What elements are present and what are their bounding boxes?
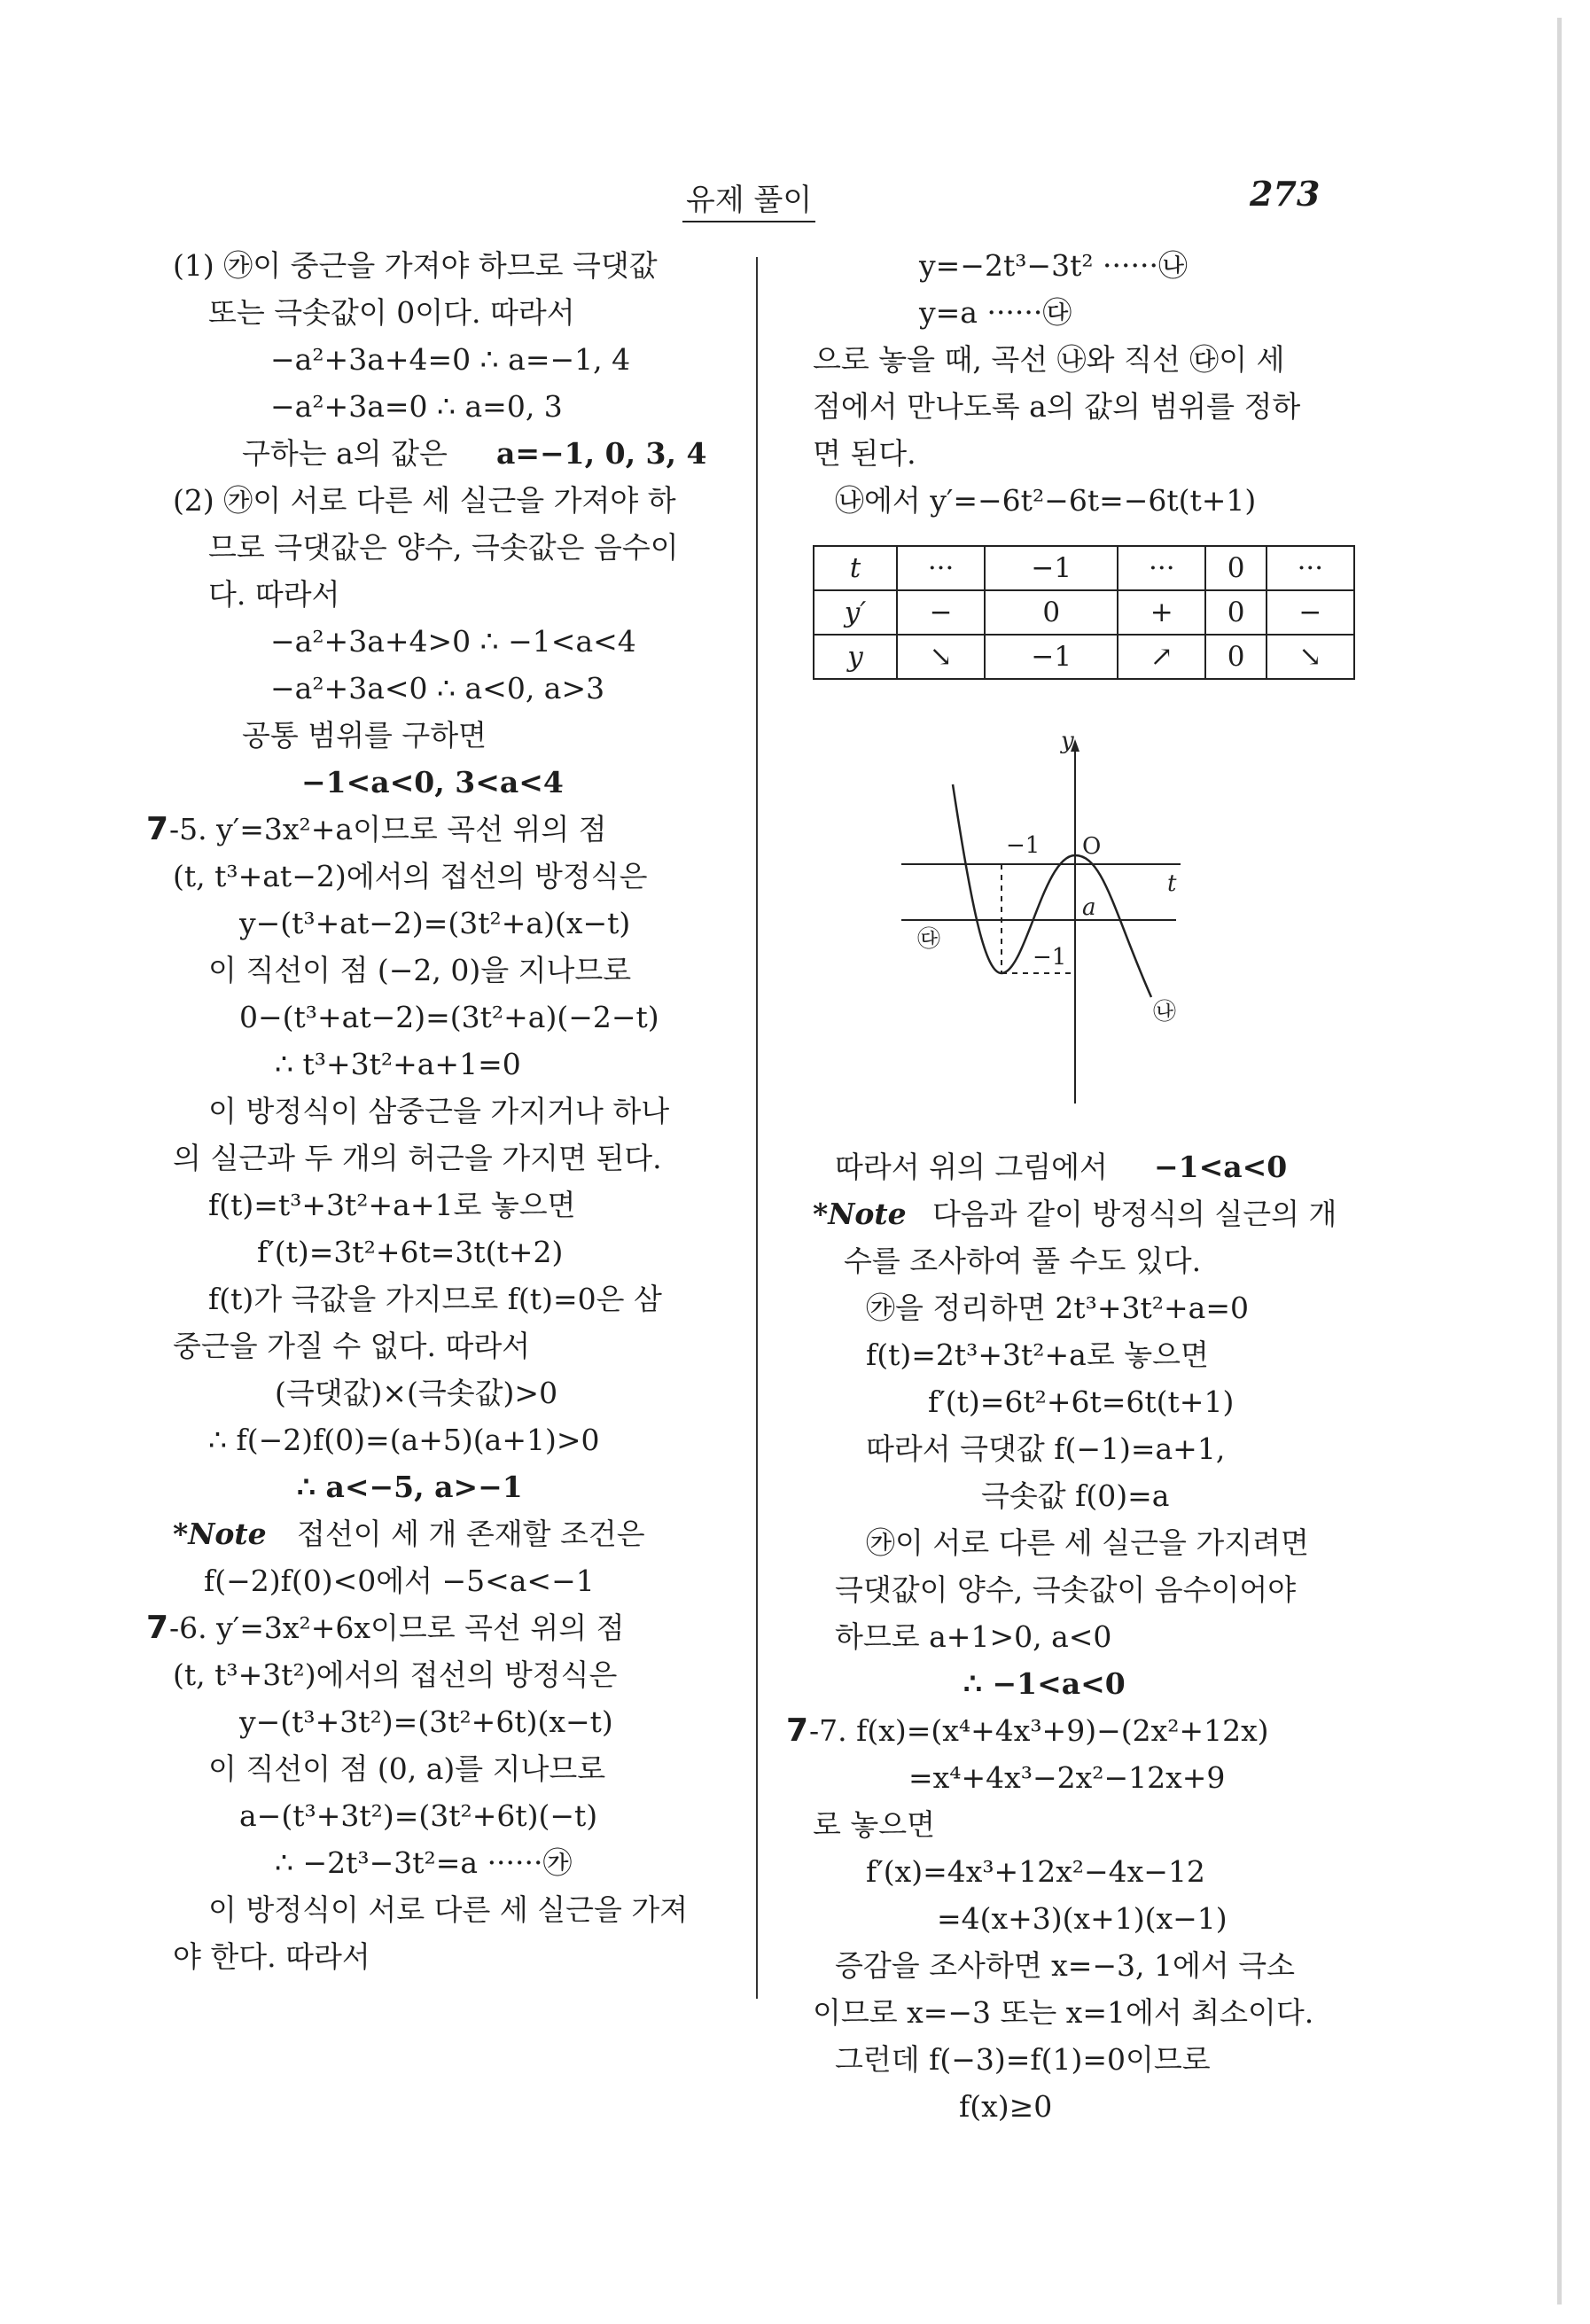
table-cell: ··· [897, 546, 985, 590]
table-cell: 0 [985, 590, 1118, 635]
text-line: 또는 극솟값이 0이다. 따라서 [208, 295, 575, 330]
table-cell: 0 [1205, 635, 1266, 679]
equation: ㉯에서 y′=−6t²−6t=−6t(t+1) [835, 483, 1257, 518]
text-line: 수를 조사하여 풀 수도 있다. [844, 1244, 1202, 1278]
page-header-title: 유제 풀이 [682, 175, 815, 222]
equation: −a²+3a+4>0 ∴ −1<a<4 [270, 624, 636, 659]
answer: ∴ −1<a<0 [963, 1666, 1126, 1701]
column-divider [756, 257, 758, 1999]
text-line: 그런데 f(−3)=f(1)=0이므로 [835, 2042, 1211, 2077]
text-line: -5. y′=3x²+a이므로 곡선 위의 점 [169, 812, 607, 846]
equation: (극댓값)×(극솟값)>0 [275, 1376, 558, 1410]
text-line: (t, t³+at−2)에서의 접선의 방정식은 [173, 859, 648, 893]
text-line: 야 한다. 따라서 [173, 1939, 370, 1974]
text-line: 공통 범위를 구하면 [242, 718, 487, 753]
table-row [814, 546, 1354, 590]
equation: -7. f(x)=(x⁴+4x³+9)−(2x²+12x) [809, 1713, 1269, 1748]
table-cell: ··· [1267, 546, 1354, 590]
text-line: (t, t³+3t²)에서의 접선의 방정식은 [173, 1657, 618, 1692]
equation: f(x)≥0 [959, 2089, 1053, 2124]
table-cell: ··· [1118, 546, 1205, 590]
note-label: *Note [813, 1197, 907, 1231]
text-line: 의 실근과 두 개의 허근을 가지면 된다. [173, 1141, 662, 1175]
text-line: 중근을 가질 수 없다. 따라서 [173, 1329, 531, 1363]
table-cell: 0 [1205, 590, 1266, 635]
equation: y=−2t³−3t² ······㉯ [919, 248, 1188, 283]
equation: ∴ t³+3t²+a+1=0 [275, 1047, 521, 1081]
text-line: 점에서 만나도록 a의 값의 범위를 정하 [813, 389, 1301, 424]
equation: a−(t³+3t²)=(3t²+6t)(−t) [239, 1798, 598, 1833]
text-line: -6. y′=3x²+6x이므로 곡선 위의 점 [169, 1610, 625, 1645]
line-marker-label: ㉰ [917, 926, 941, 953]
equation: =4(x+3)(x+1)(x−1) [937, 1901, 1228, 1936]
table-cell: y′ [814, 590, 897, 635]
equation: ㉮을 정리하면 2t³+3t²+a=0 [866, 1291, 1249, 1325]
text-line: 하므로 a+1>0, a<0 [835, 1619, 1112, 1654]
table-cell: − [897, 590, 985, 635]
page-edge [1557, 18, 1562, 2305]
equation: f(t)=2t³+3t²+a로 놓으면 [866, 1337, 1209, 1372]
table-cell: + [1118, 590, 1205, 635]
function-graph [901, 736, 1256, 1108]
text-line: 따라서 위의 그림에서 [835, 1150, 1108, 1184]
text-line: ㉮이 서로 다른 세 실근을 가지려면 [866, 1525, 1309, 1560]
table-cell: 0 [1205, 546, 1266, 590]
table-cell: ↘ [1267, 635, 1354, 679]
text-line: 이므로 x=−3 또는 x=1에서 최소이다. [813, 1995, 1314, 2030]
table-row [814, 590, 1354, 635]
equation: f′(t)=6t²+6t=6t(t+1) [928, 1384, 1235, 1419]
section-number: 7 [786, 1712, 809, 1749]
increase-decrease-table [813, 545, 1355, 680]
text-line: 이 방정식이 삼중근을 가지거나 하나 [208, 1094, 670, 1128]
text-line: 면 된다. [813, 436, 916, 471]
text-line: 로 놓으면 [813, 1807, 936, 1842]
equation: y=a ······㉰ [919, 295, 1072, 330]
answer: ∴ a<−5, a>−1 [297, 1470, 523, 1504]
text-line: f(t)=t³+3t²+a+1로 놓으면 [208, 1188, 576, 1222]
table-cell: −1 [985, 546, 1118, 590]
equation: 0−(t³+at−2)=(3t²+a)(−2−t) [239, 1000, 659, 1034]
text-line: f(t)가 극값을 가지므로 f(t)=0은 삼 [208, 1282, 662, 1316]
page-number: 273 [1250, 174, 1321, 214]
text-line: 증감을 조사하면 x=−3, 1에서 극소 [835, 1948, 1296, 1983]
t-axis-label: t [1167, 870, 1177, 897]
origin-label: O [1082, 833, 1102, 860]
label-minus-1-y: −1 [1033, 944, 1067, 971]
text-line: 이 직선이 점 (−2, 0)을 지나므로 [208, 953, 632, 987]
equation: f′(x)=4x³+12x²−4x−12 [866, 1854, 1205, 1889]
table-cell: −1 [985, 635, 1118, 679]
equation: −a²+3a=0 ∴ a=0, 3 [270, 389, 563, 424]
text-line: 다. 따라서 [208, 577, 340, 612]
label-a: a [1082, 894, 1096, 921]
curve-marker-label: ㉯ [1153, 999, 1177, 1026]
text-line: 이 방정식이 서로 다른 세 실근을 가져 [208, 1892, 689, 1927]
table-cell: − [1267, 590, 1354, 635]
equation: y−(t³+3t²)=(3t²+6t)(x−t) [239, 1704, 613, 1739]
table-cell: ↗ [1118, 635, 1205, 679]
answer: a=−1, 0, 3, 4 [496, 436, 707, 471]
section-number: 7 [146, 811, 169, 847]
text-line: (2) ㉮이 서로 다른 세 실근을 가져야 하 [173, 483, 676, 518]
text-line: 다음과 같이 방정식의 실근의 개 [932, 1197, 1337, 1231]
section-number: 7 [146, 1610, 169, 1646]
table-cell: t [814, 546, 897, 590]
table-cell: y [814, 635, 897, 679]
equation: f(−2)f(0)<0에서 −5<a<−1 [204, 1564, 595, 1598]
table-row [814, 635, 1354, 679]
text-line: 접선이 세 개 존재할 조건은 [297, 1517, 645, 1551]
equation: −a²+3a+4=0 ∴ a=−1, 4 [270, 342, 631, 377]
text-line: 따라서 극댓값 f(−1)=a+1, [866, 1431, 1226, 1466]
answer: −1<a<0, 3<a<4 [301, 765, 564, 799]
equation: ∴ f(−2)f(0)=(a+5)(a+1)>0 [208, 1423, 600, 1457]
equation: f′(t)=3t²+6t=3t(t+2) [257, 1235, 564, 1269]
equation: y−(t³+at−2)=(3t²+a)(x−t) [239, 906, 631, 940]
text-line: 극솟값 f(0)=a [981, 1478, 1170, 1513]
equation: =x⁴+4x³−2x²−12x+9 [908, 1760, 1226, 1795]
y-axis-label: y [1061, 736, 1074, 754]
text-line: 으로 놓을 때, 곡선 ㉯와 직선 ㉰이 세 [813, 342, 1285, 377]
label-minus-1-x: −1 [1006, 832, 1041, 859]
text-line: 므로 극댓값은 양수, 극솟값은 음수이 [208, 530, 679, 565]
note-label: *Note [173, 1517, 267, 1551]
equation: −a²+3a<0 ∴ a<0, a>3 [270, 671, 605, 706]
text-line: 극댓값이 양수, 극솟값이 음수이어야 [835, 1572, 1297, 1607]
answer: −1<a<0 [1154, 1150, 1288, 1184]
text-line: 구하는 a의 값은 [242, 436, 448, 471]
equation: ∴ −2t³−3t²=a ······㉮ [275, 1845, 573, 1880]
text-line: 이 직선이 점 (0, a)를 지나므로 [208, 1751, 606, 1786]
text-line: (1) ㉮이 중근을 가져야 하므로 극댓값 [173, 248, 658, 283]
table-cell: ↘ [897, 635, 985, 679]
